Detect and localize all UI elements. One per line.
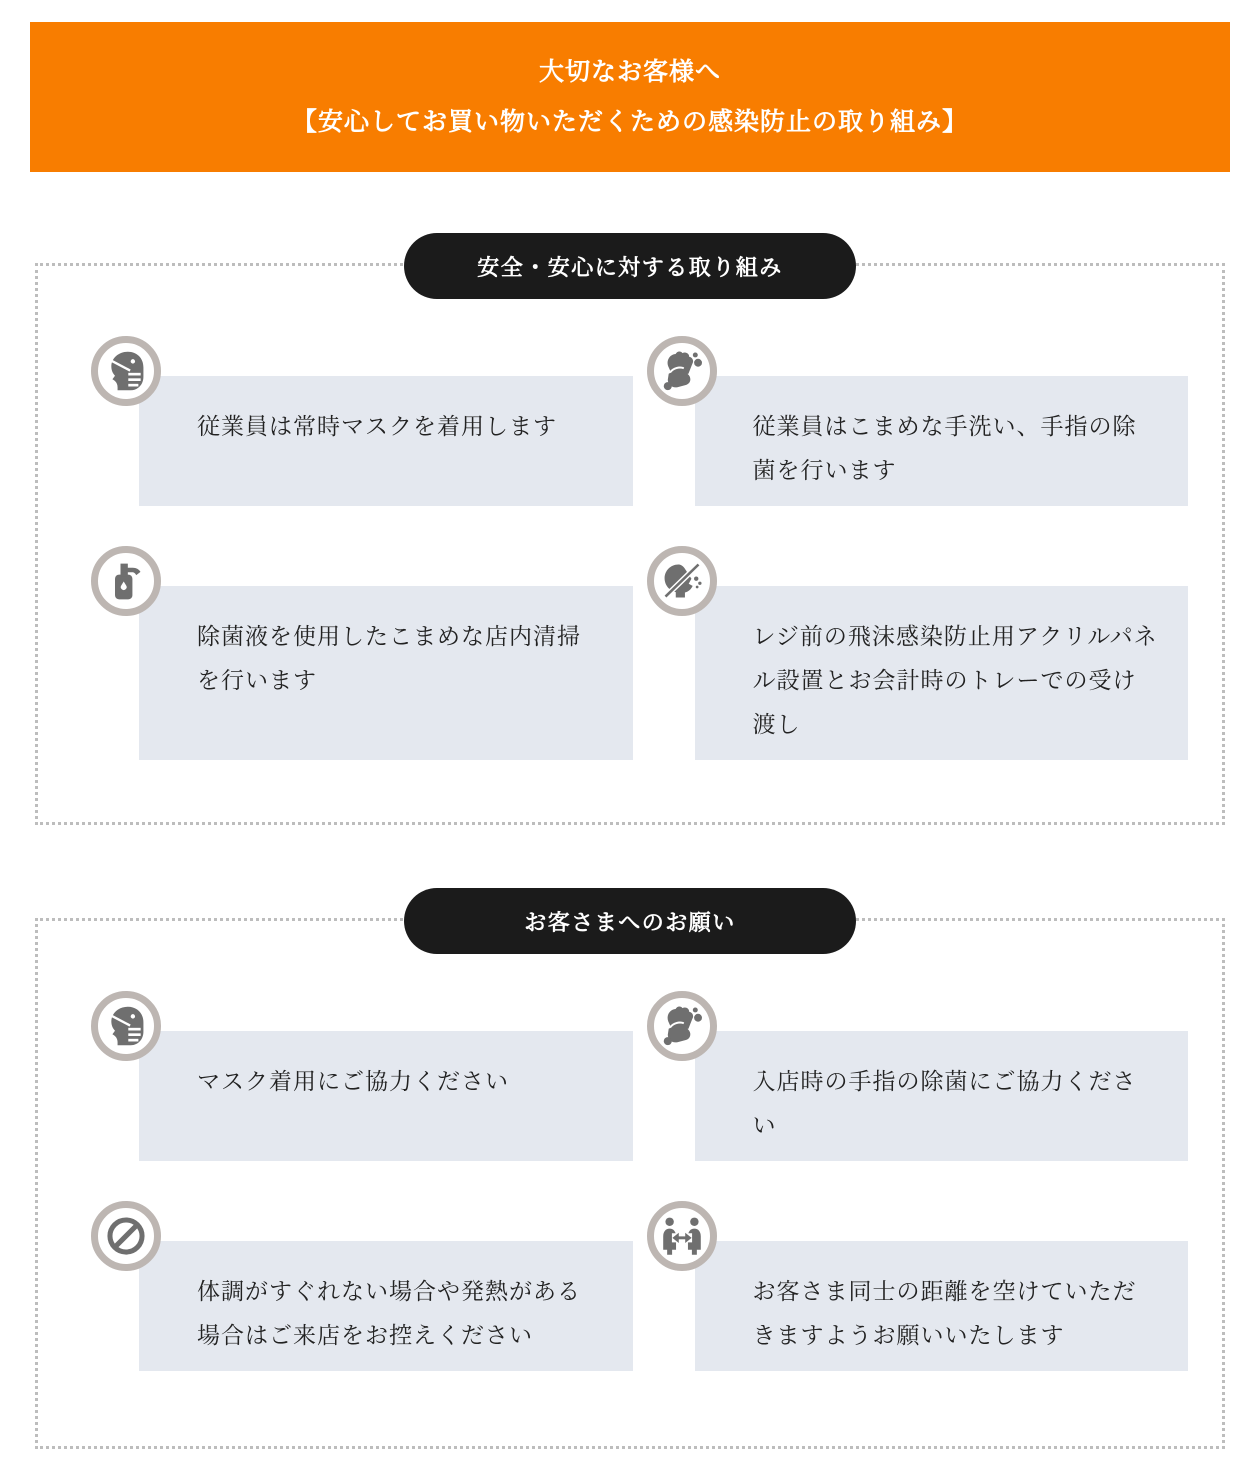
- icon-badge: [91, 1201, 161, 1271]
- measure-text: マスク着用にご協力ください: [197, 1068, 509, 1094]
- measure-item: [91, 991, 633, 1161]
- mask-face-icon: [104, 349, 148, 393]
- measure-card: [695, 586, 1189, 760]
- measure-text: 除菌液を使用したこまめな店内清掃を行います: [197, 623, 581, 693]
- measure-item: [91, 1201, 633, 1371]
- icon-badge: [91, 336, 161, 406]
- measure-card: [139, 586, 633, 760]
- measure-card: [139, 1031, 633, 1161]
- section-badge-label: 安全・安心に対する取り組み: [477, 254, 783, 280]
- measure-card: [695, 376, 1189, 506]
- customer-requests-section: [35, 909, 1225, 1449]
- measure-text: レジ前の飛沫感染防止用アクリルパネル設置とお会計時のトレーでの受け渡し: [752, 623, 1158, 737]
- icon-badge: [647, 336, 717, 406]
- measure-card: [139, 376, 633, 506]
- measure-item: [647, 546, 1189, 760]
- measure-item: [647, 991, 1189, 1161]
- measure-item: [647, 336, 1189, 506]
- measure-text: 従業員はこまめな手洗い、手指の除菌を行います: [752, 413, 1137, 483]
- icon-badge: [647, 1201, 717, 1271]
- section-badge-label: お客さまへのお願い: [524, 909, 736, 935]
- measure-text: 体調がすぐれない場合や発熱がある場合はご来店をお控えください: [197, 1278, 581, 1348]
- sanitizer-bottle-icon: [104, 559, 148, 603]
- measure-item: [91, 336, 633, 506]
- hand-wash-icon: [660, 1004, 704, 1048]
- measures-grid: [38, 299, 1222, 822]
- banner-title-line2: 【安心してお買い物いただくための感染防止の取り組み】: [291, 108, 968, 136]
- requests-grid: [38, 954, 1222, 1446]
- icon-badge: [91, 546, 161, 616]
- icon-badge: [647, 991, 717, 1061]
- measure-text: お客さま同士の距離を空けていただきますようお願いいたします: [752, 1278, 1137, 1348]
- measure-text: 入店時の手指の除菌にご協力ください: [752, 1068, 1137, 1138]
- section-badge: [404, 888, 856, 954]
- section-badge: [404, 233, 856, 299]
- mask-face-icon: [104, 1004, 148, 1048]
- notice-banner: [30, 22, 1230, 172]
- measure-card: [695, 1241, 1189, 1371]
- icon-badge: [91, 991, 161, 1061]
- social-distance-icon: [660, 1214, 704, 1258]
- measure-item: [91, 546, 633, 760]
- icon-badge: [647, 546, 717, 616]
- banner-title-line1: 大切なお客様へ: [538, 58, 721, 86]
- hand-wash-icon: [660, 349, 704, 393]
- safety-measures-section: [35, 254, 1225, 825]
- measure-text: 従業員は常時マスクを着用します: [197, 413, 557, 439]
- measure-card: [139, 1241, 633, 1371]
- droplet-guard-icon: [660, 559, 704, 603]
- measure-card: [695, 1031, 1189, 1161]
- measure-item: [647, 1201, 1189, 1371]
- prohibition-icon: [104, 1214, 148, 1258]
